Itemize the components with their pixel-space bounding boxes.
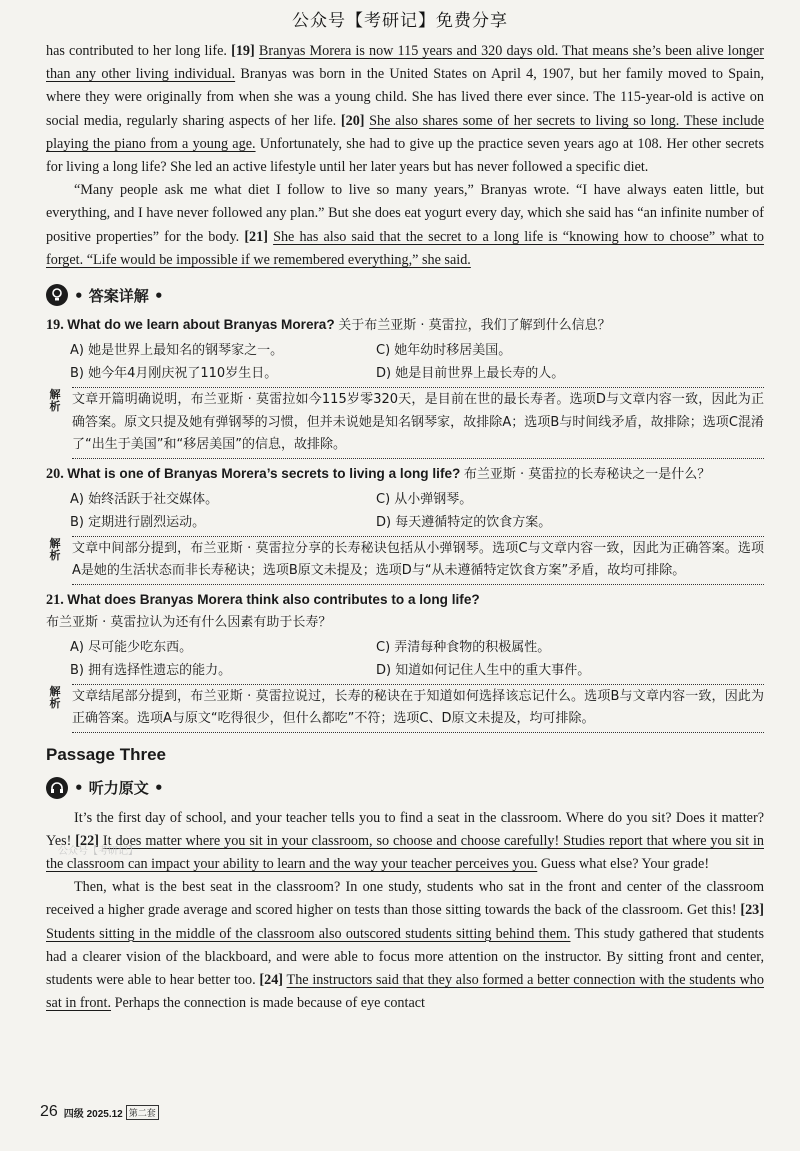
text: Branyas was born in the United States on April 4, 1907, but her family moved to Spain, where they were originally from when she was a young child. She has lived there ever since. The 115-year-old is active on social media, regularly sharing aspects of her life. — [46, 66, 765, 129]
option-a: A) 始终活跃于社交媒体。 — [70, 491, 219, 507]
question-number: 21. — [46, 591, 64, 608]
question-text-en: What does Branyas Morera think also contributes to a long life? — [67, 591, 480, 607]
options-21 — [70, 636, 764, 682]
explain-tag: 解析 — [49, 536, 61, 562]
text: Unfortunately, she had to give up the practice seven years ago at 108. Her other secrets for living a long life? She led an active lifestyle until her later years but has never followed a specific diet. — [46, 135, 764, 176]
passage2-paragraph-1 — [46, 40, 764, 179]
page-footer — [40, 1103, 159, 1121]
text: Perhaps the connection is made because of eye contact — [111, 995, 425, 1012]
option-d: D) 她是目前世界上最长寿的人。 — [376, 366, 565, 382]
headphones-icon — [46, 777, 68, 799]
question-20 — [46, 463, 764, 486]
question-text-zh: 布兰亚斯 · 莫雷拉认为还有什么因素有助于长寿？ — [46, 614, 332, 630]
question-text-en: What is one of Branyas Morera’s secrets to living a long life? — [67, 465, 461, 481]
transcript-heading: • 听力原文 • — [74, 779, 164, 798]
question-text-en: What do we learn about Branyas Morera? — [67, 317, 335, 333]
passage3-paragraph-1 — [46, 807, 764, 877]
text: has contributed to her long life. — [46, 43, 232, 59]
option-b: B) 拥有选择性遗忘的能力。 — [70, 662, 232, 678]
text: Guess what else? Your grade! — [537, 855, 710, 872]
question-text-zh: 关于布兰亚斯 · 莫雷拉，我们了解到什么信息？ — [338, 318, 611, 334]
question-19 — [46, 314, 764, 337]
transcript-section-heading — [46, 773, 764, 803]
page-number: 26 — [40, 1103, 58, 1120]
text: It’s the first day of school, and your teacher tells you to find a seat in the classroom. Where do you sit? Does it matter? Yes! — [46, 809, 764, 849]
text: “Many people ask me what diet I follow to live so many years,” Branyas wrote. “I have always eaten little, but everything, and I have never followed any plan.” But she does eat yogurt every day, which she said has “an infinite number of positive properties” for the body. — [46, 182, 764, 245]
question-marker-23: [23] — [740, 902, 764, 919]
question-number: 19. — [46, 317, 64, 334]
lightbulb-icon — [46, 284, 68, 306]
passage-three-title: Passage Three — [46, 744, 167, 764]
header-watermark: 公众号【考研记】免费分享 — [292, 11, 508, 31]
explanation-text: 文章结尾部分提到，布兰亚斯 · 莫雷拉说过，长寿的秘诀在于知道如何选择该忘记什么。选项B与文章内容一致，因此为正确答案。选项A与原文“吃得很少，但什么都吃”不符；选项C、D原文未提及，均可排除。 — [72, 684, 764, 733]
text: Then, what is the best seat in the classroom? In one study, students who sat in the front and center of the classroom received a higher grade average and scored higher on tests than those sitting towards the back of the classroom. Get this! — [46, 879, 764, 919]
option-d: D) 知道如何记住人生中的重大事件。 — [376, 662, 591, 678]
option-a: A) 她是世界上最知名的钢琴家之一。 — [70, 343, 284, 359]
answers-section-heading — [46, 280, 764, 310]
explanation-text: 文章中间部分提到，布兰亚斯 · 莫雷拉分享的长寿秘诀包括从小弹钢琴。选项C与文章内容一致，因此为正确答案。选项A是她的生活状态而非长寿秘诀；选项B原文未提及；选项D与“从未遵循特定饮食方案”矛盾，故均可排除。 — [72, 536, 764, 585]
content-area — [46, 40, 764, 1015]
question-marker-19: [19] — [231, 43, 255, 59]
set-tag: 第二套 — [126, 1105, 159, 1120]
underlined-answer-21: She has also said that the secret to a long life is “knowing how to choose” what to forget. “Life would be impossible if we remembered everything,” she said. — [46, 228, 765, 268]
underlined-answer-19: Branyas Morera is now 115 years and 320 days old. That means she’s been alive longer than any other living individual. — [46, 43, 765, 83]
explain-tag: 解析 — [49, 388, 61, 414]
underlined-answer-20: She also shares some of her secrets to living so long. These include playing the piano from a young age. — [46, 112, 764, 152]
question-number: 20. — [46, 465, 64, 482]
question-marker-22: [22] — [75, 832, 99, 849]
question-marker-21: [21] — [244, 228, 268, 245]
explanation-19 — [46, 387, 764, 459]
option-c: C) 弄清每种食物的积极属性。 — [376, 639, 551, 655]
option-c: C) 从小弹钢琴。 — [376, 491, 473, 507]
option-b: B) 定期进行剧烈运动。 — [70, 514, 206, 530]
explanation-21 — [46, 684, 764, 733]
option-a: A) 尽可能少吃东西。 — [70, 639, 193, 655]
passage2-paragraph-2 — [46, 179, 764, 272]
explain-tag: 解析 — [49, 684, 61, 710]
option-d: D) 每天遵循特定的饮食方案。 — [376, 514, 552, 530]
underlined-answer-24: The instructors said that they also formed a better connection with the students who sat in front. — [46, 971, 764, 1012]
underlined-answer-23: Students sitting in the middle of the classroom also outscored students sitting behind them. — [46, 925, 571, 942]
option-c: C) 她年幼时移居美国。 — [376, 343, 512, 359]
options-20 — [70, 488, 764, 534]
option-b: B) 她今年4月刚庆祝了110岁生日。 — [70, 366, 278, 382]
underlined-answer-22: It does matter where you sit in your classroom, so choose and choose carefully! Studies report that where you sit in the classroom can impact your ability to learn and the way your teacher perceives you. — [46, 832, 764, 872]
question-marker-24: [24] — [259, 971, 284, 988]
question-marker-20: [20] — [340, 112, 365, 129]
options-19 — [70, 339, 764, 385]
explanation-20 — [46, 536, 764, 585]
explanation-text: 文章开篇明确说明，布兰亚斯 · 莫雷拉如今115岁零320天，是目前在世的最长寿者。选项D与文章内容一致，因此为正确答案。原文只提及她有弹钢琴的习惯，但并未说她是知名钢琴家，故排除A；选项B与时间线矛盾，故排除；选项C混淆了“出生于美国”和“移居美国”的信息，故排除。 — [72, 387, 764, 459]
faint-watermark: 公众号【考研记】 — [58, 846, 138, 857]
answers-heading: • 答案详解 • — [74, 286, 164, 305]
passage3-paragraph-2 — [46, 876, 764, 1015]
text: This study gathered that students had a clearer vision of the blackboard, and were able to focus more attention on the instructor. By sitting front and center, students were able to hear better too. — [46, 925, 765, 988]
question-text-zh: 布兰亚斯 · 莫雷拉的长寿秘诀之一是什么？ — [463, 466, 711, 482]
issue-label: 四级 2025.12 — [63, 1108, 123, 1120]
question-21 — [46, 589, 764, 634]
